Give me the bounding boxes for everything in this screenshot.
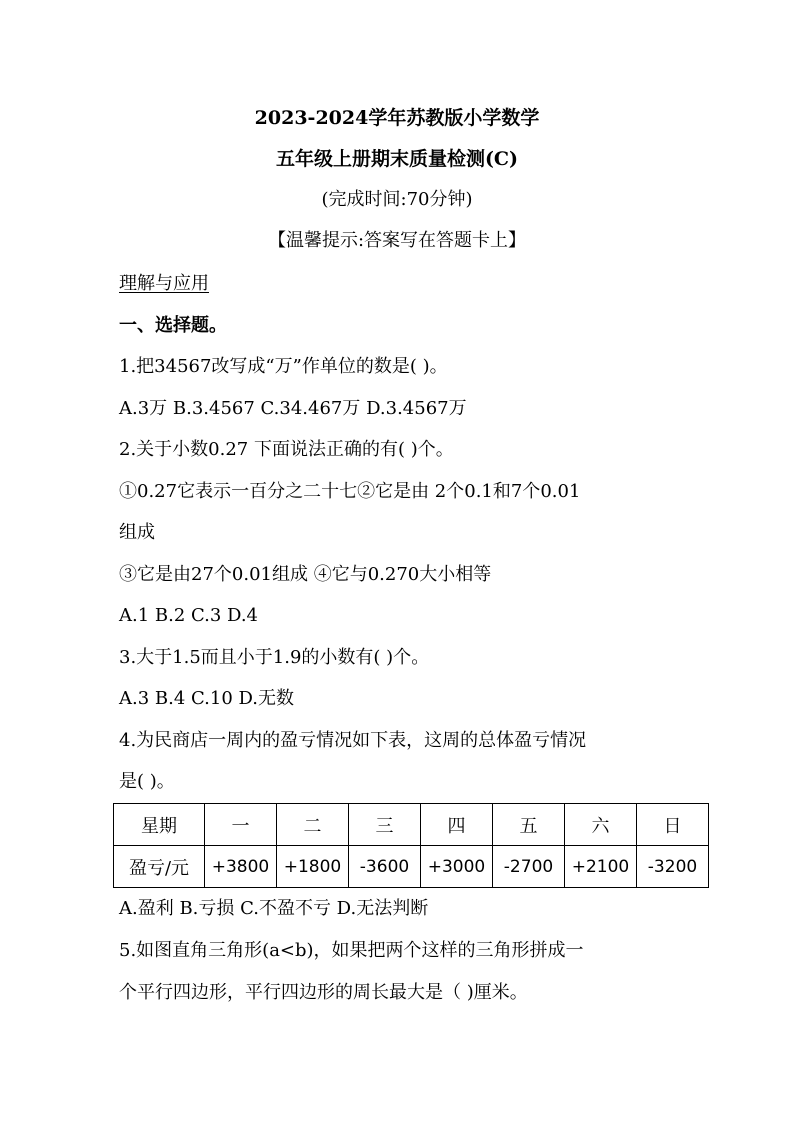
table-header-row <box>114 804 709 846</box>
section-category: 理解与应用 <box>119 273 209 294</box>
profit-loss-table <box>113 803 709 888</box>
table-cell: +2100 <box>565 846 637 888</box>
table-cell: 三 <box>349 804 421 846</box>
q3-options: A.3 B.4 C.10 D.无数 <box>119 688 295 709</box>
table-cell: 二 <box>277 804 349 846</box>
q2-statement-line2: 组成 <box>119 522 155 543</box>
table-cell: 六 <box>565 804 637 846</box>
table-cell: 一 <box>205 804 277 846</box>
q3-stem: 3.大于1.5而且小于1.9的小数有( )个。 <box>119 647 430 668</box>
q2-statement-line3: ③它是由27个0.01组成 ④它与0.270大小相等 <box>119 564 492 585</box>
q4-options: A.盈利 B.亏损 C.不盈不亏 D.无法判断 <box>119 898 429 919</box>
q2-statement-line1: ①0.27它表示一百分之二十七②它是由 2个0.1和7个0.01 <box>119 481 581 502</box>
q2-stem: 2.关于小数0.27 下面说法正确的有( )个。 <box>119 439 454 460</box>
table-cell: -2700 <box>493 846 565 888</box>
table-cell: +1800 <box>277 846 349 888</box>
table-cell: +3000 <box>421 846 493 888</box>
table-cell: 盈亏/元 <box>114 846 205 888</box>
exam-title-line2: 五年级上册期末质量检测(C) <box>275 148 519 170</box>
q1-stem: 1.把34567改写成“万”作单位的数是( )。 <box>119 356 448 377</box>
table-cell: 星期 <box>114 804 205 846</box>
table-cell: 五 <box>493 804 565 846</box>
table-row <box>114 846 709 888</box>
section-heading: 一、选择题。 <box>119 315 227 336</box>
table-cell: 四 <box>421 804 493 846</box>
q5-stem-line1: 5.如图直角三角形(a<b)，如果把两个这样的三角形拼成一 <box>119 940 584 961</box>
q4-stem-line1: 4.为民商店一周内的盈亏情况如下表，这周的总体盈亏情况 <box>119 730 587 751</box>
q4-stem-line2: 是( )。 <box>119 771 175 792</box>
q2-options: A.1 B.2 C.3 D.4 <box>119 605 259 626</box>
table-cell: +3800 <box>205 846 277 888</box>
q5-stem-line2: 个平行四边形，平行四边形的周长最大是（ )厘米。 <box>119 982 528 1003</box>
table-cell: -3600 <box>349 846 421 888</box>
time-note: (完成时间:70分钟) <box>321 189 473 210</box>
q1-options: A.3万 B.3.4567 C.34.467万 D.3.4567万 <box>119 398 467 419</box>
table-cell: 日 <box>637 804 709 846</box>
table-cell: -3200 <box>637 846 709 888</box>
exam-title-line1: 2023-2024学年苏教版小学数学 <box>254 107 540 129</box>
tip-note: 【温馨提示:答案写在答题卡上】 <box>267 230 527 251</box>
